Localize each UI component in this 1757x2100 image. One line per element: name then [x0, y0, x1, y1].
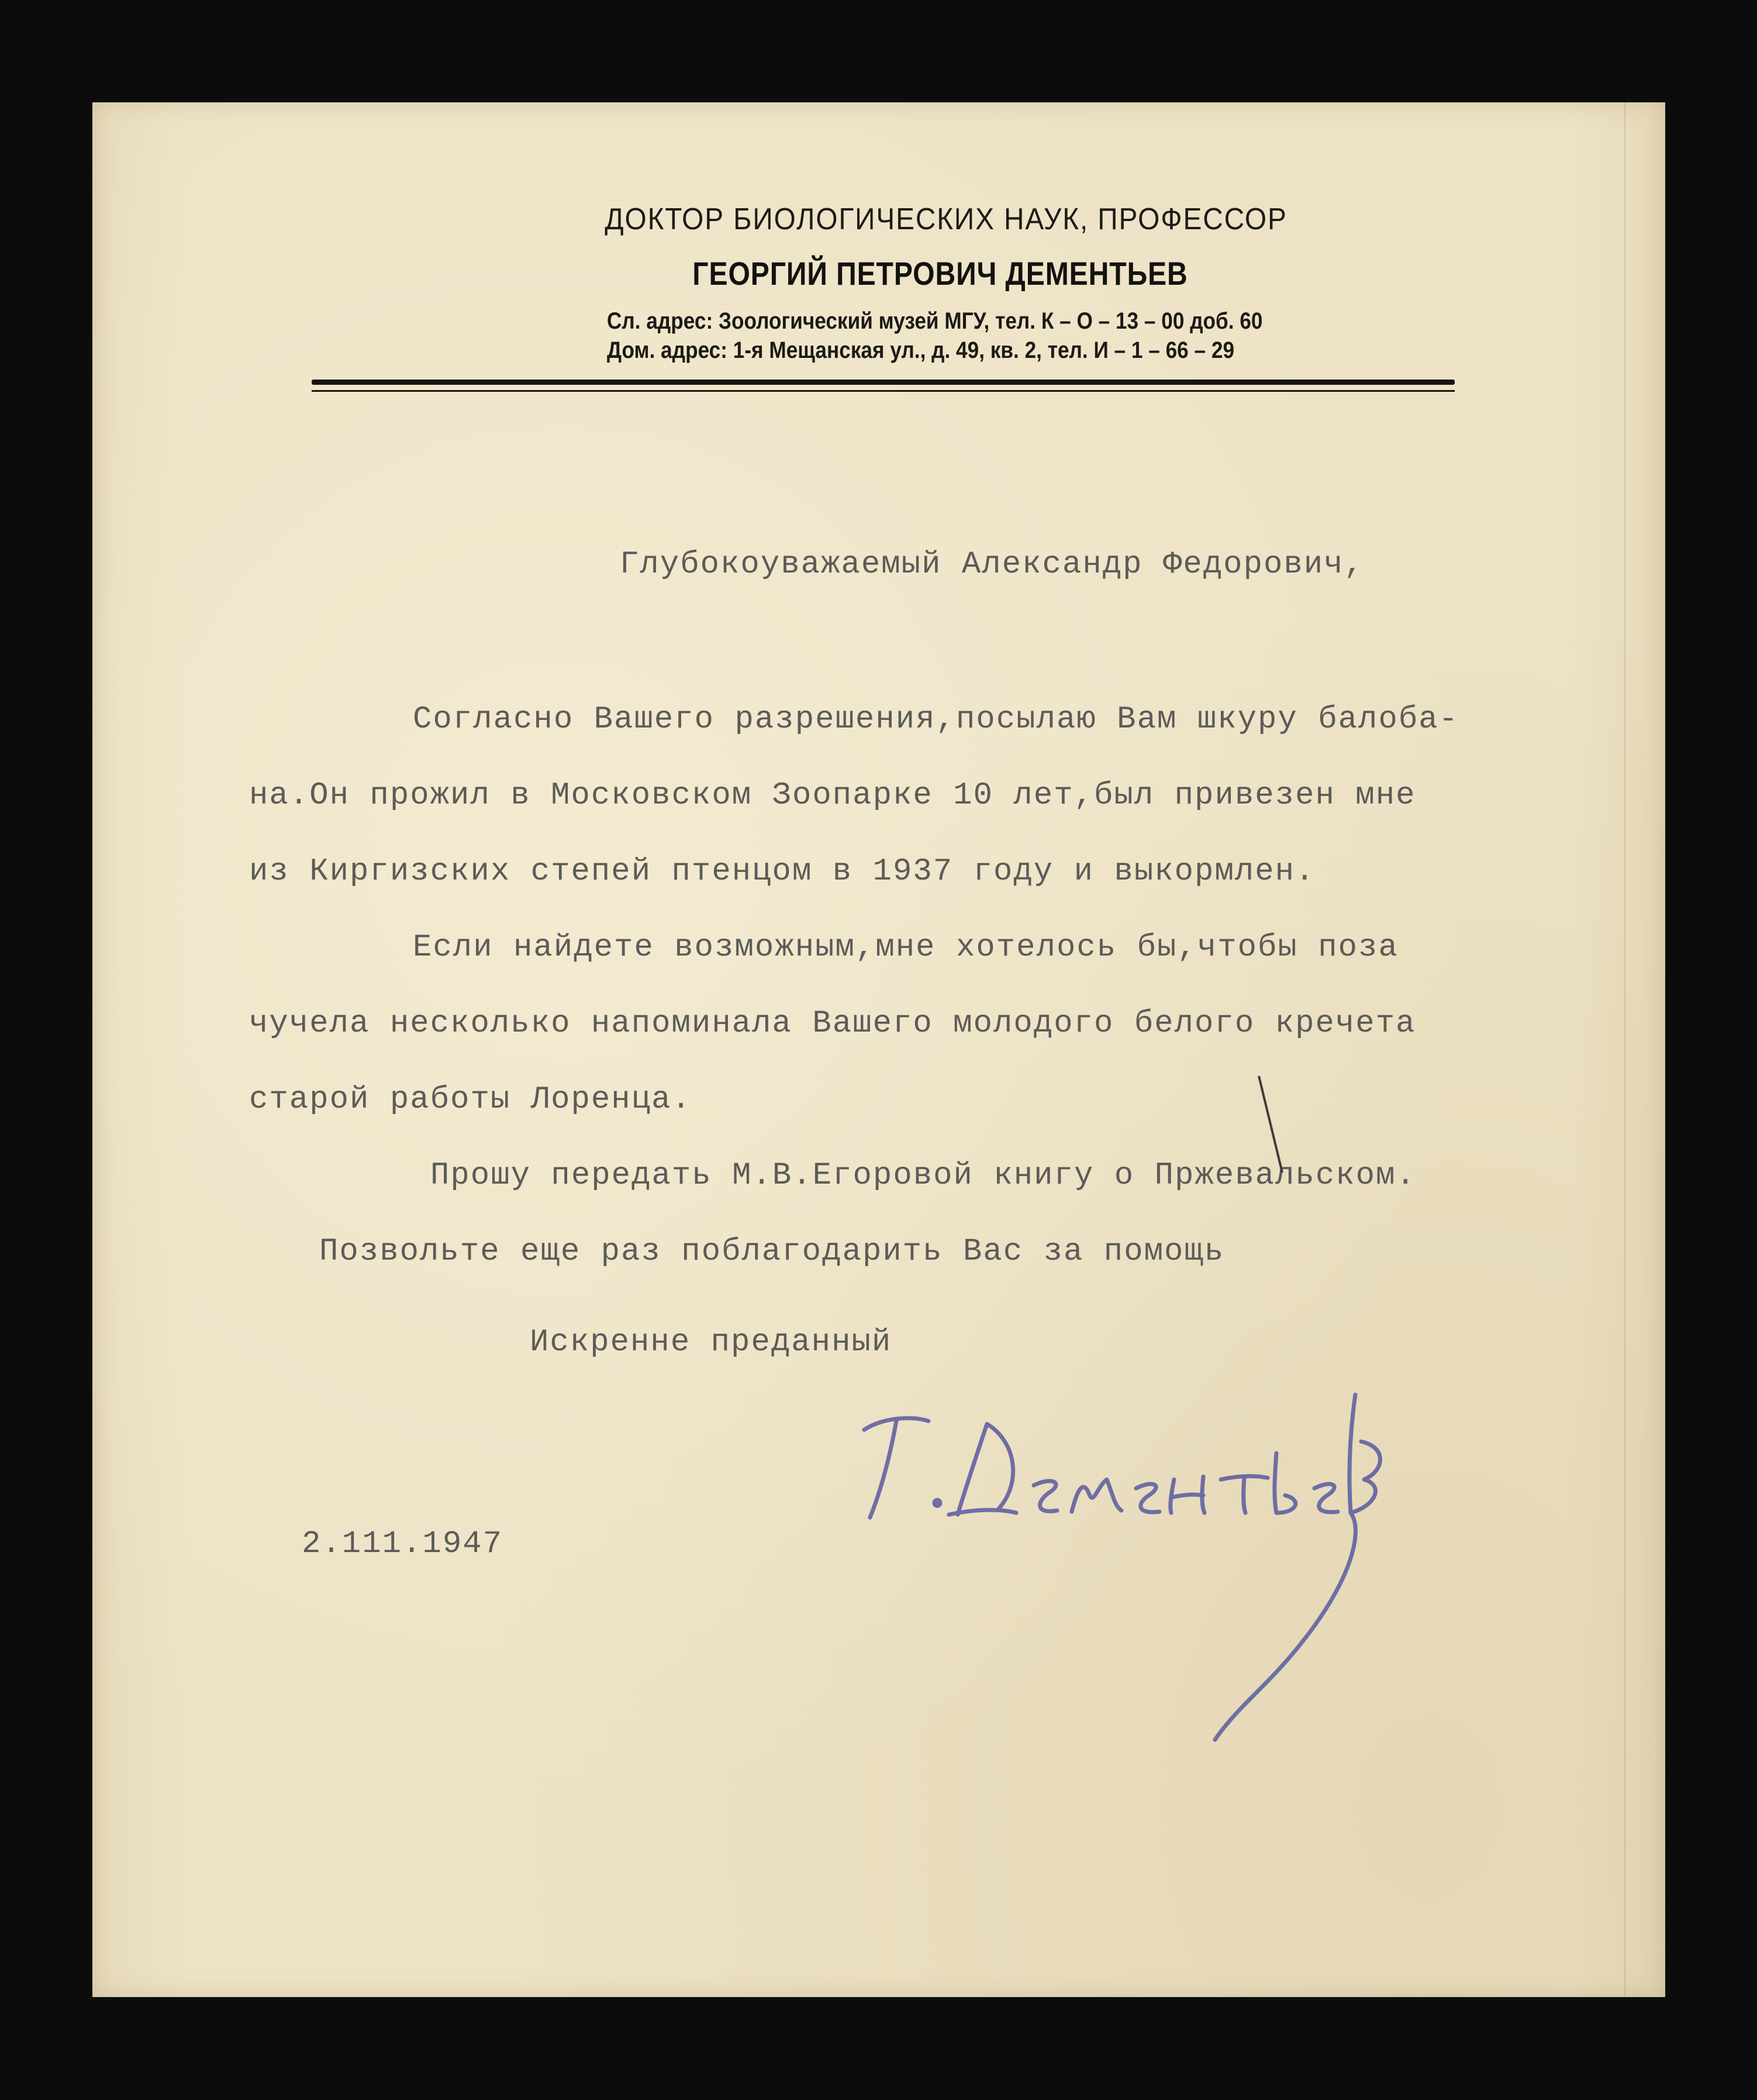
letterhead-title: ДОКТОР БИОЛОГИЧЕСКИХ НАУК, ПРОФЕССОР	[605, 202, 1287, 236]
letterhead-home-address: Дом. адрес: 1-я Мещанская ул., д. 49, кв. 2, тел. И – 1 – 66 – 29	[607, 337, 1235, 363]
handwritten-signature	[841, 1360, 1484, 1769]
pencil-mark	[1256, 1073, 1291, 1178]
letter-closing: Искренне преданный	[530, 1325, 892, 1360]
letter-line-2: на.Он прожил в Московском Зоопарке 10 лет,был привезен мне	[249, 778, 1416, 813]
letter-line-7: Прошу передать М.В.Егоровой книгу о Пржевальском.	[430, 1158, 1416, 1194]
signature-text: Г.Дементьев	[841, 1763, 844, 1764]
letterhead-work-address: Сл. адрес: Зоологический музей МГУ, тел. К – О – 13 – 00 доб. 60	[607, 308, 1263, 334]
letterhead-name: ГЕОРГИЙ ПЕТРОВИЧ ДЕМЕНТЬЕВ	[692, 255, 1188, 292]
letter-sheet	[92, 102, 1665, 1997]
letter-line-1: Согласно Вашего разрешения,посылаю Вам шкуру балоба-	[413, 702, 1459, 737]
letterhead-rule-thick	[312, 380, 1455, 385]
letter-salutation: Глубокоуважаемый Александр Федорович,	[620, 547, 1364, 582]
letter-date: 2.111.1947	[302, 1526, 503, 1562]
letter-line-4: Если найдете возможным,мне хотелось бы,чтобы поза	[413, 930, 1399, 965]
letter-line-8: Позвольте еще раз поблагодарить Вас за помощь	[319, 1234, 1225, 1270]
letterhead-rule-thin	[312, 390, 1455, 392]
letter-line-3: из Киргизских степей птенцом в 1937 году и выкормлен.	[249, 854, 1316, 889]
letter-line-6: старой работы Лоренца.	[249, 1082, 692, 1118]
paper-fold-crease	[1624, 102, 1625, 1997]
letter-line-5: чучела несколько напоминала Вашего молодого белого кречета	[249, 1006, 1416, 1042]
